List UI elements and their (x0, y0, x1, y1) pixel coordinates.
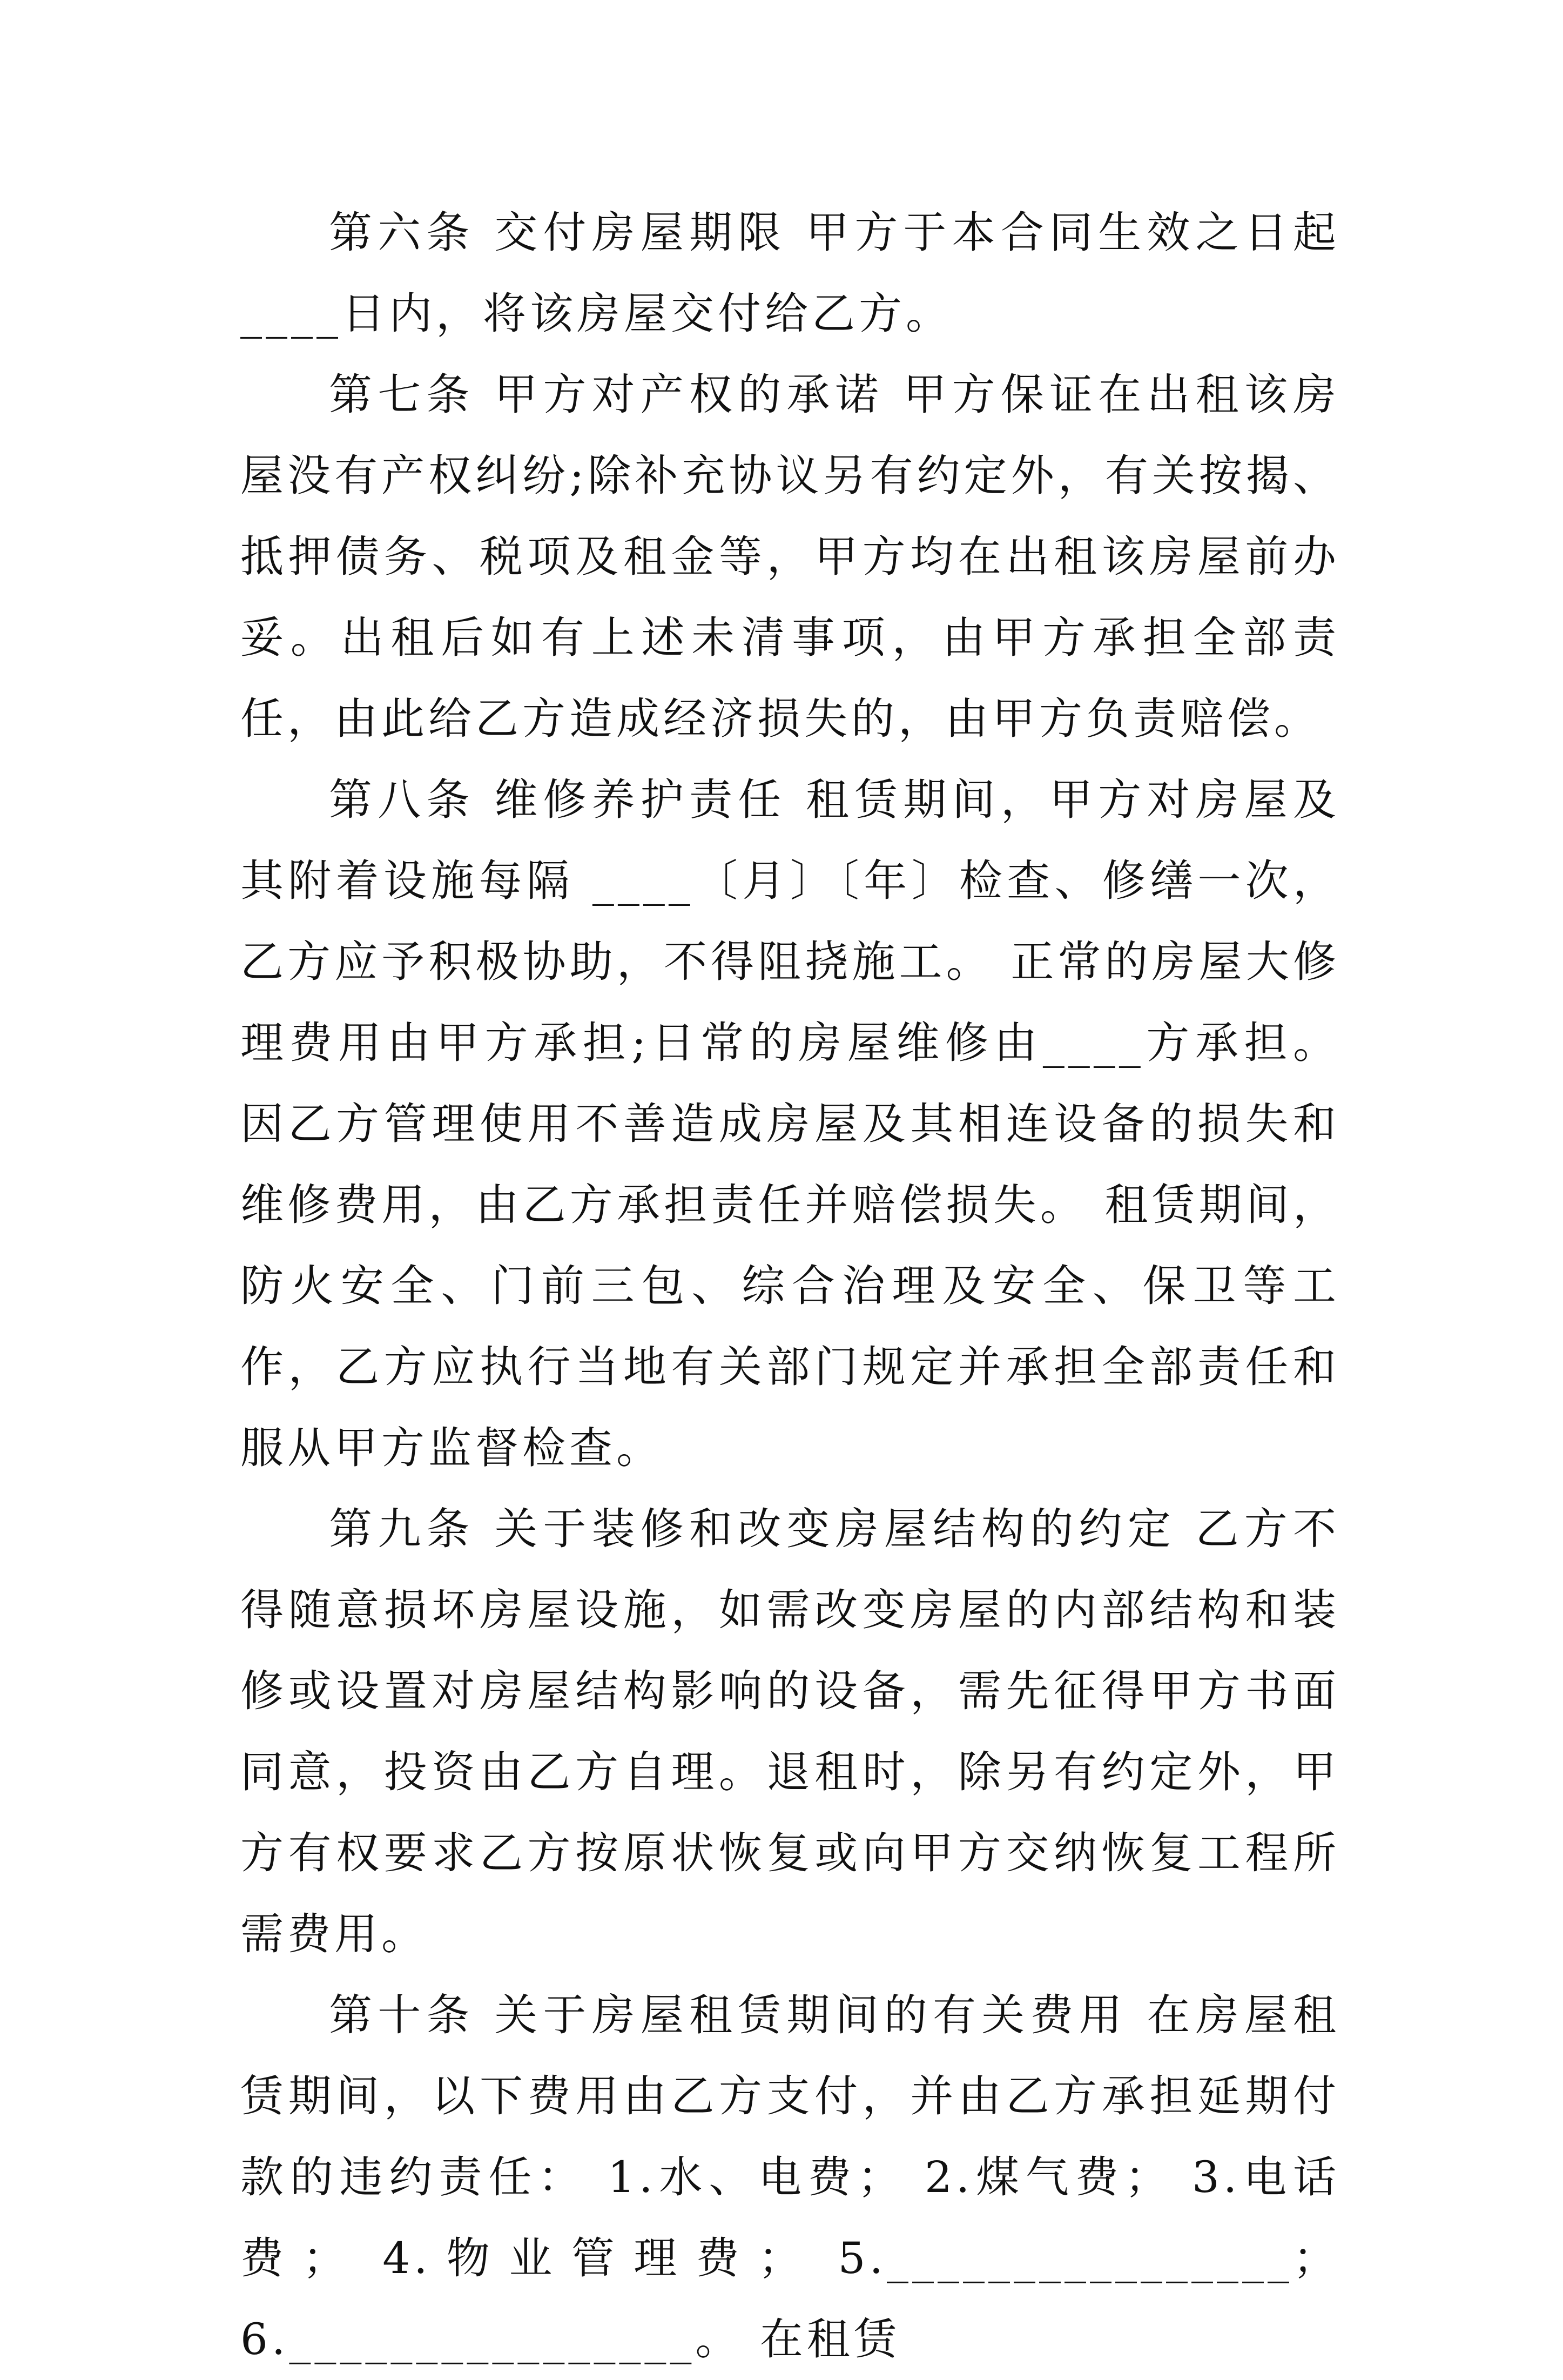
article-6-paragraph: 第六条 交付房屋期限 甲方于本合同生效之日起____日内，将该房屋交付给乙方。 (240, 207, 1340, 339)
document-body (240, 192, 1358, 2380)
article-7-paragraph: 第七条 甲方对产权的承诺 甲方保证在出租该房屋没有产权纠纷;除补充协议另有约定外，有关按揭、抵押债务、税项及租金等，甲方均在出租该房屋前办妥。出租后如有上述未清事项，由甲方承担全部责任，由此给乙方造成经济损失的，由甲方负责赔偿。 (240, 369, 1340, 744)
article-9-paragraph: 第九条 关于装修和改变房屋结构的约定 乙方不得随意损坏房屋设施，如需改变房屋的内部结构和装修或设置对房屋结构影响的设备，需先征得甲方书面同意，投资由乙方自理。退租时，除另有约定外，甲方有权要求乙方按原状恢复或向甲方交纳恢复工程所需费用。 (240, 1504, 1340, 1959)
article-10-paragraph: 第十条 关于房屋租赁期间的有关费用 在房屋租赁期间，以下费用由乙方支付，并由乙方承担延期付款的违约责任： 1.水、电费； 2.煤气费； 3.电话费； 4.物业管理费； 5.________________； 6.________________。 在租赁 (240, 1990, 1358, 2364)
article-8-paragraph: 第八条 维修养护责任 租赁期间，甲方对房屋及其附着设施每隔 ____〔月〕〔年〕检查、修缮一次，乙方应予积极协助，不得阻挠施工。 正常的房屋大修理费用由甲方承担;日常的房屋维修由____方承担。 因乙方管理使用不善造成房屋及其相连设备的损失和维修费用，由乙方承担责任并赔偿损失。 租赁期间，防火安全、门前三包、综合治理及安全、保卫等工作，乙方应执行当地有关部门规定并承担全部责任和服从甲方监督检查。 (240, 775, 1358, 1473)
